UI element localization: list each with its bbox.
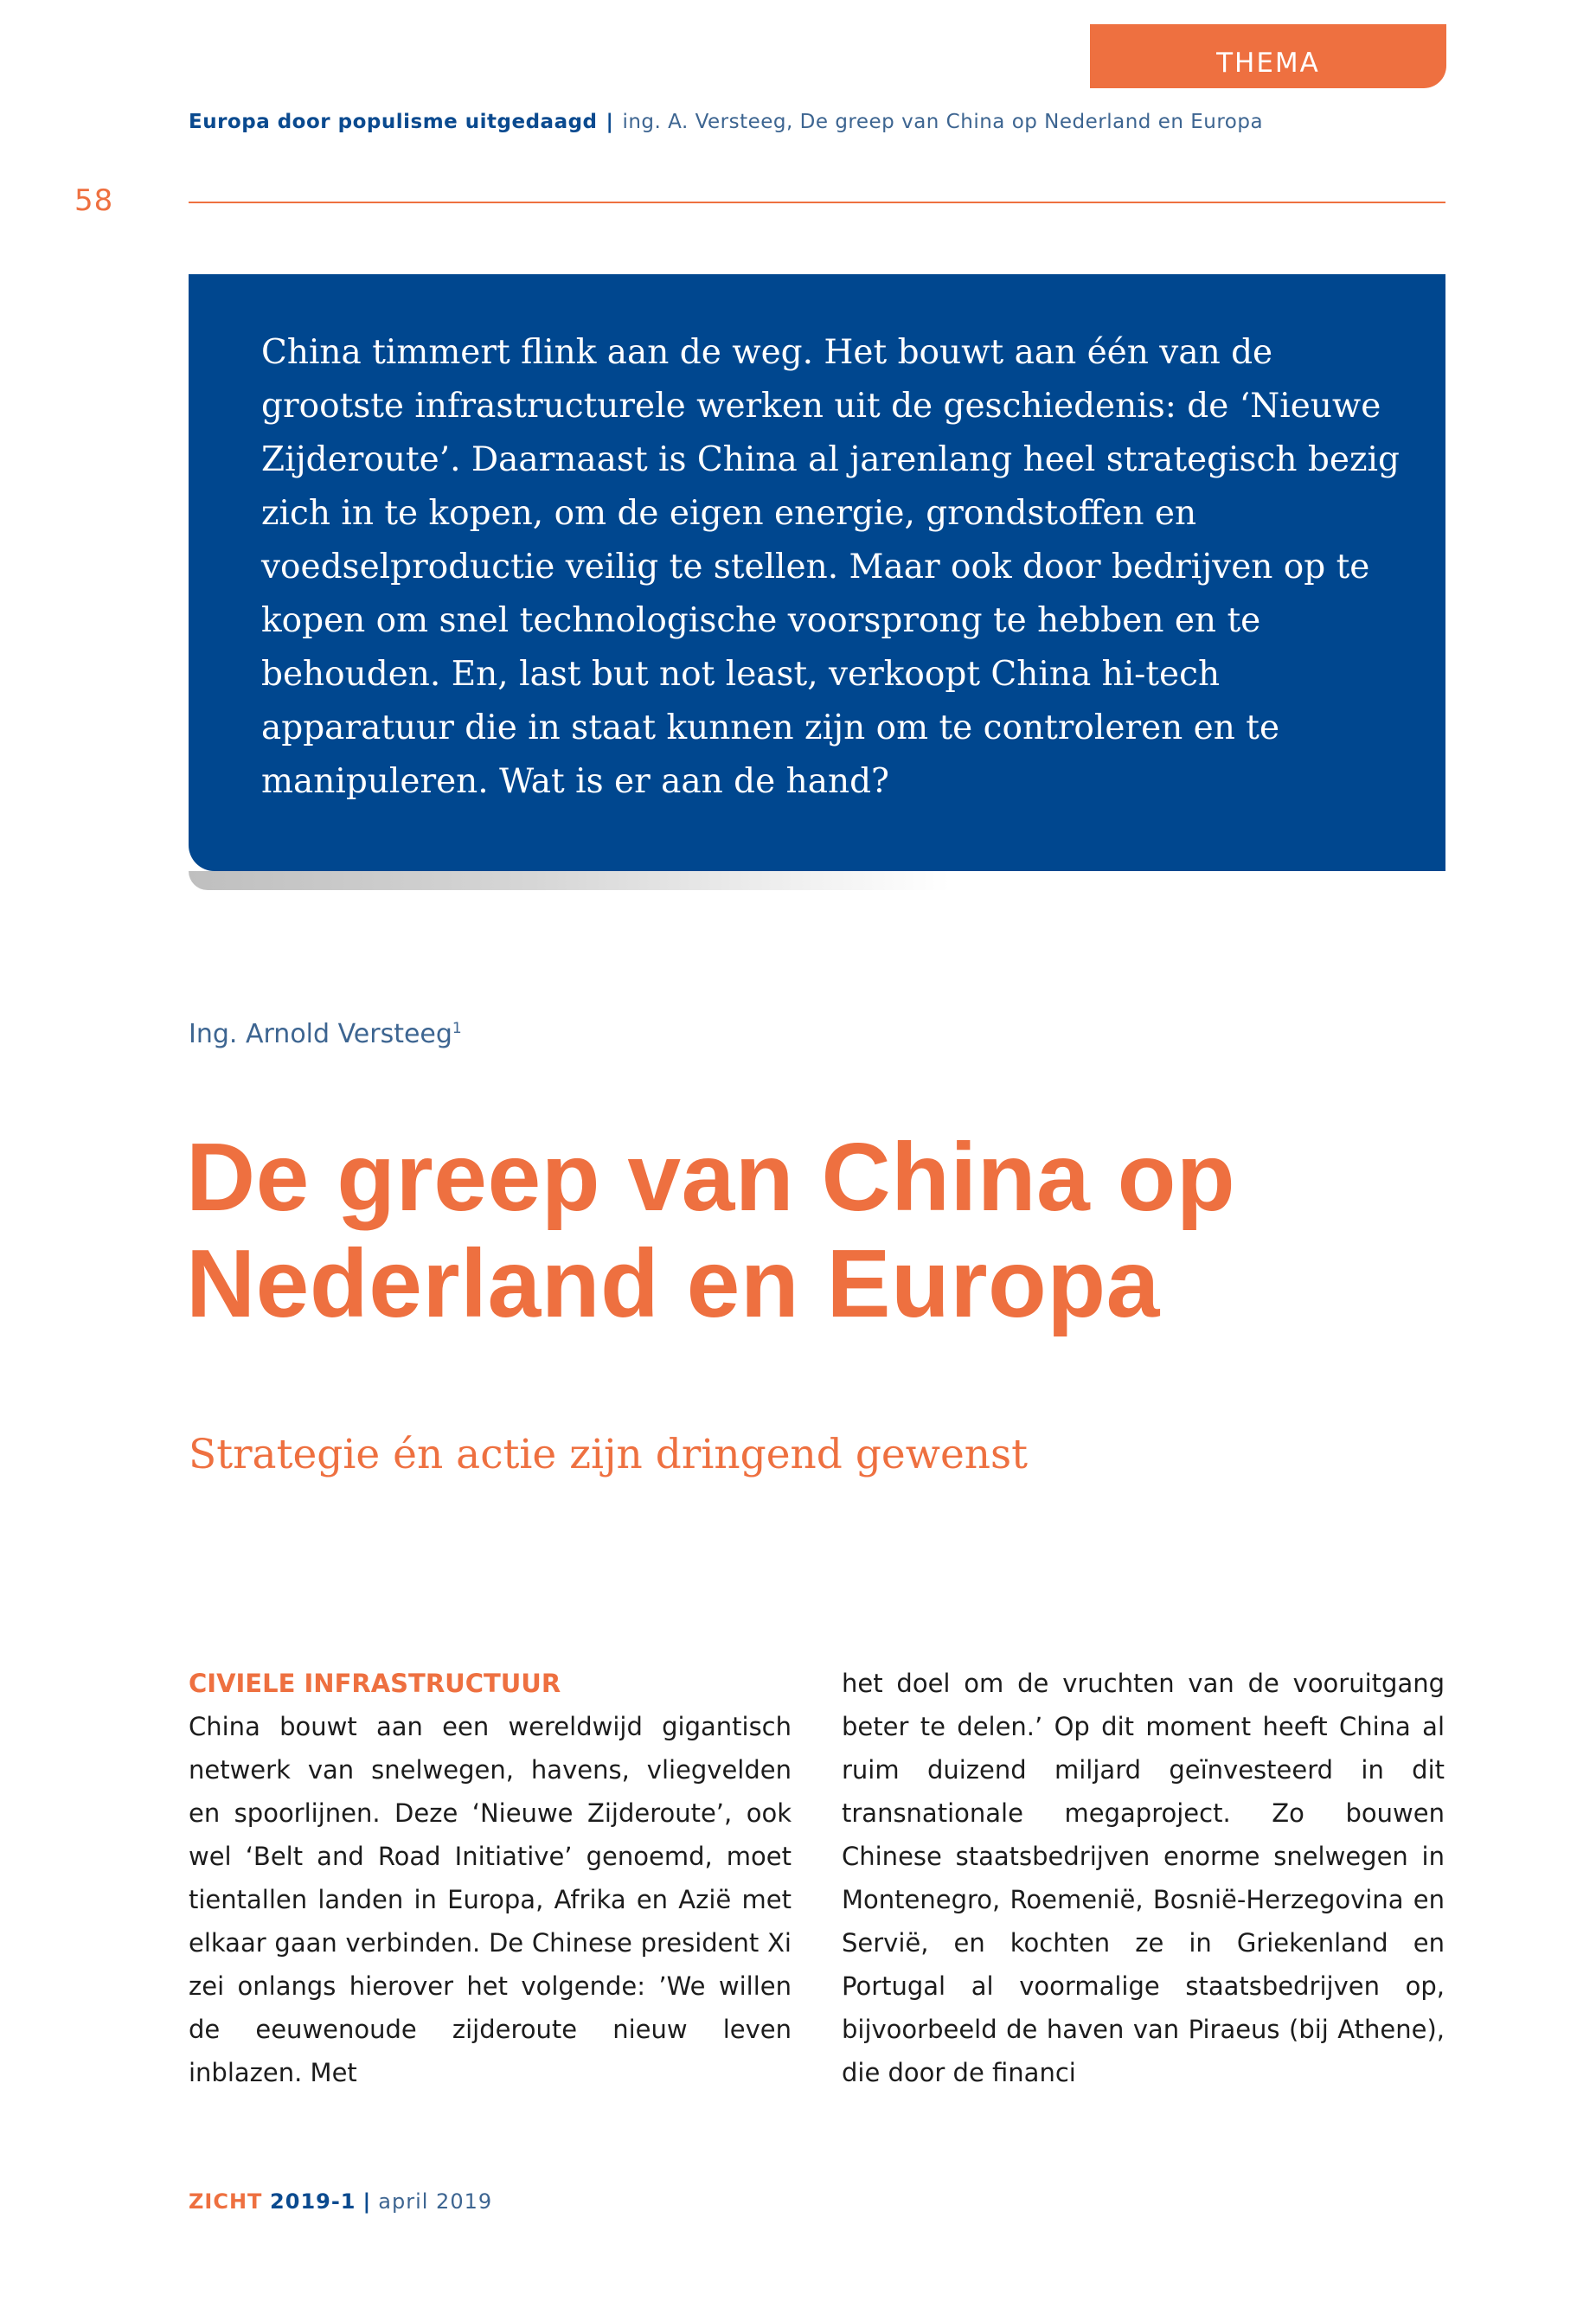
author-byline [189, 1019, 462, 1049]
article-title [186, 1125, 1235, 1337]
theme-tab: THEMA [1090, 24, 1446, 88]
author-name: Ing. Arnold Versteeg [189, 1019, 452, 1049]
article-subtitle: Strategie én actie zijn dringend gewenst [189, 1431, 1029, 1478]
footnote-marker: 1 [452, 1020, 462, 1037]
body-paragraph-left: China bouwt aan een wereldwijd gigantisch netwerk van snelwegen, havens, vliegvelden en spoorlijnen. Deze ‘Nieuwe Zijderoute’, ook wel ‘Belt and Road Initiative’ genoemd, moet tientallen landen in Europa, Afrika en Azië met elkaar gaan verbinden. De Chinese president Xi zei onlangs hierover het volgende: ’We willen de eeuwenoude zijderoute nieuw leven inblazen. Met [189, 1712, 792, 2087]
series-title: Europa door populisme uitgedaagd [189, 111, 598, 133]
issue-date: april 2019 [378, 2189, 493, 2214]
section-heading: CIVIELE INFRASTRUCTUUR [189, 1669, 561, 1698]
title-line-2: Nederland en Europa [186, 1230, 1160, 1337]
body-paragraph-right: het doel om de vruchten van de vooruitgang beter te delen.’ Op dit moment heeft China al ruim duizend miljard geïnvesteerd in dit transnationale megaproject. Zo bouwen Chinese staatsbedrijven enorme snelwegen in Montenegro, Roemenië, Bosnië-Herzegovina en Servië, en kochten ze in Griekenland en Portugal al voormalige staatsbedrijven op, bijvoorbeeld de haven van Piraeus (bij Athene), die door de financi [842, 1669, 1445, 2087]
running-head [189, 111, 1263, 133]
issue-number: 2019-1 [270, 2189, 356, 2214]
footer-separator: | [362, 2189, 372, 2214]
body-column-left [189, 1662, 792, 2094]
body-column-right [842, 1662, 1445, 2094]
page-number: 58 [74, 183, 114, 218]
title-line-1: De greep van China op [186, 1124, 1236, 1231]
header-separator: | [606, 111, 614, 133]
lead-text: China timmert flink aan de weg. Het bouwt aan één van de grootste infrastructurele werken uit de geschiedenis: de ‘Nieuwe Zijderoute’. Daarnaast is China al jarenlang heel strategisch bezig zich in te kopen, om de eigen energie, grondstoffen en voedselproductie veilig te stellen. Maar ook door bedrijven op te kopen om snel technologische voorsprong te hebben en te behouden. En, last but not least, verkoopt China hi-tech apparatuur die in staat kunnen zijn om te controleren en te manipuleren. Wat is er aan de hand? [261, 333, 1400, 801]
header-rule [189, 202, 1445, 203]
article-reference: ing. A. Versteeg, De greep van China op Nederland en Europa [622, 111, 1264, 133]
lead-box [189, 274, 1445, 871]
lead-box-shadow [189, 871, 950, 890]
page-footer [189, 2189, 492, 2214]
magazine-name: ZICHT [189, 2189, 263, 2214]
